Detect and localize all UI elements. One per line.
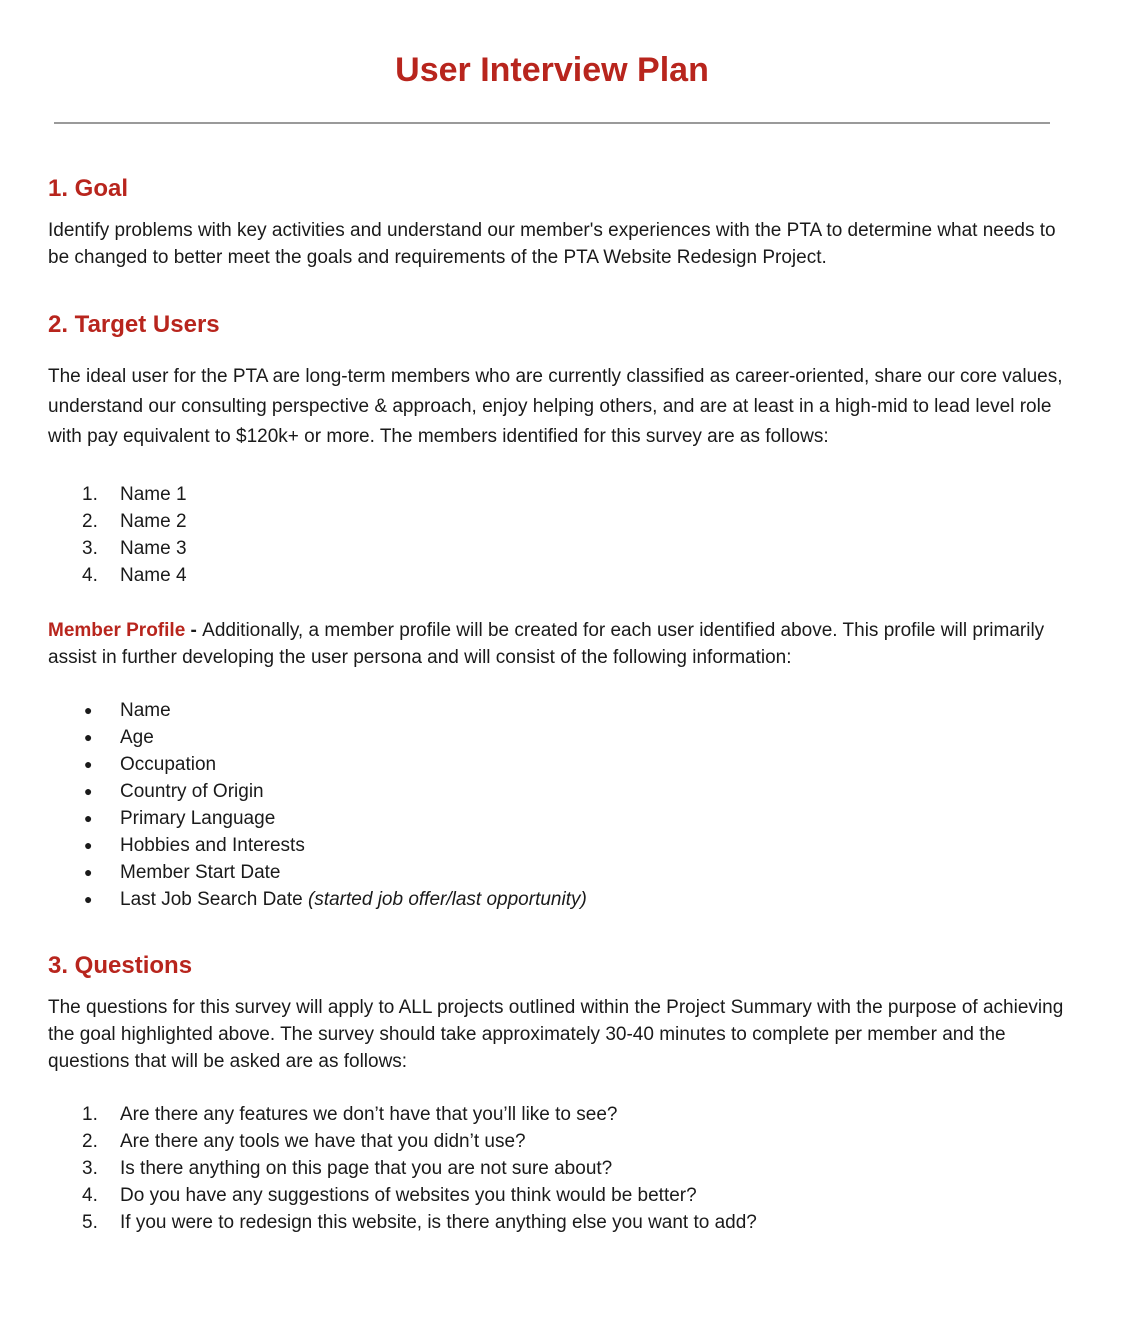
list-item-text: Country of Origin	[120, 781, 264, 802]
list-item	[48, 832, 587, 859]
goal-heading: 1. Goal	[48, 175, 129, 202]
list-item-text: Are there any features we don’t have that you’ll like to see?	[120, 1104, 618, 1125]
list-item	[48, 1128, 757, 1155]
member-profile-label: Member Profile	[48, 620, 186, 641]
list-item-text: Member Start Date	[120, 862, 281, 883]
list-number: 5.	[82, 1212, 98, 1233]
list-number: 1.	[82, 1104, 98, 1125]
bullet-icon: ●	[84, 729, 93, 745]
list-item-text: If you were to redesign this website, is there anything else you want to add?	[120, 1212, 757, 1233]
bullet-icon: ●	[84, 810, 93, 826]
list-number: 4.	[82, 1185, 98, 1206]
list-item	[48, 508, 187, 535]
list-item-text: Primary Language	[120, 808, 276, 829]
member-names-list	[48, 481, 187, 589]
bullet-icon: ●	[84, 702, 93, 718]
list-item-text: Name 3	[120, 538, 187, 559]
list-item	[48, 1101, 757, 1128]
list-item-text: Name	[120, 700, 171, 721]
list-item	[48, 697, 587, 724]
list-number: 3.	[82, 1158, 98, 1179]
list-item	[48, 859, 587, 886]
list-item-text: Are there any tools we have that you didn’t use?	[120, 1131, 526, 1152]
list-item-text: Name 4	[120, 565, 187, 586]
bullet-icon: ●	[84, 783, 93, 799]
list-item	[48, 805, 587, 832]
list-number: 2.	[82, 1131, 98, 1152]
list-item-text: Hobbies and Interests	[120, 835, 305, 856]
list-item	[48, 1155, 757, 1182]
list-item	[48, 778, 587, 805]
target-users-paragraph: The ideal user for the PTA are long-term members who are currently classified as career-oriented, share our core values, understand our consulting perspective & approach, enjoy helping others, and are at least in a high-mid to lead level role with pay equivalent to $120k+ or more. The members identified for this survey are as follows:	[48, 366, 1063, 447]
list-item	[48, 481, 187, 508]
questions-list	[48, 1101, 757, 1236]
list-item-text: Name 2	[120, 511, 187, 532]
list-item	[48, 535, 187, 562]
list-item	[48, 1182, 757, 1209]
questions-paragraph: The questions for this survey will apply to ALL projects outlined within the Project Summary with the purpose of achieving the goal highlighted above. The survey should take approximately 30-40 minutes to complete per member and the questions that will be asked are as follows:	[48, 997, 1064, 1072]
list-number: 4.	[82, 565, 98, 586]
document-title: User Interview Plan	[395, 51, 709, 89]
list-item	[48, 751, 587, 778]
member-profile-body: Additionally, a member profile will be created for each user identified above. This profile will primarily assist in further developing the user persona and will consist of the following information:	[48, 620, 1045, 668]
member-profile-paragraph	[48, 617, 1068, 671]
title-divider	[54, 122, 1050, 124]
bullet-icon: ●	[84, 756, 93, 772]
list-item	[48, 1209, 757, 1236]
list-item	[48, 886, 587, 913]
target-users-heading: 2. Target Users	[48, 311, 220, 338]
list-number: 2.	[82, 511, 98, 532]
list-item	[48, 724, 587, 751]
list-item-text: Do you have any suggestions of websites you think would be better?	[120, 1185, 697, 1206]
bullet-icon: ●	[84, 864, 93, 880]
list-number: 1.	[82, 484, 98, 505]
bullet-icon: ●	[84, 837, 93, 853]
member-profile-dash: -	[185, 620, 203, 641]
bullet-icon: ●	[84, 891, 93, 907]
list-item-text: Name 1	[120, 484, 187, 505]
questions-heading: 3. Questions	[48, 952, 193, 979]
list-item-text: Age	[120, 727, 154, 748]
list-item-text: Is there anything on this page that you are not sure about?	[120, 1158, 613, 1179]
list-item-text: Last Job Search Date	[120, 889, 303, 910]
list-item-note: (started job offer/last opportunity)	[308, 889, 587, 910]
goal-paragraph: Identify problems with key activities and understand our member's experiences with the PTA to determine what needs to be changed to better meet the goals and requirements of the PTA Website Redesign Project.	[48, 220, 1056, 268]
profile-fields-list	[48, 697, 587, 913]
list-number: 3.	[82, 538, 98, 559]
list-item	[48, 562, 187, 589]
list-item-text: Occupation	[120, 754, 217, 775]
